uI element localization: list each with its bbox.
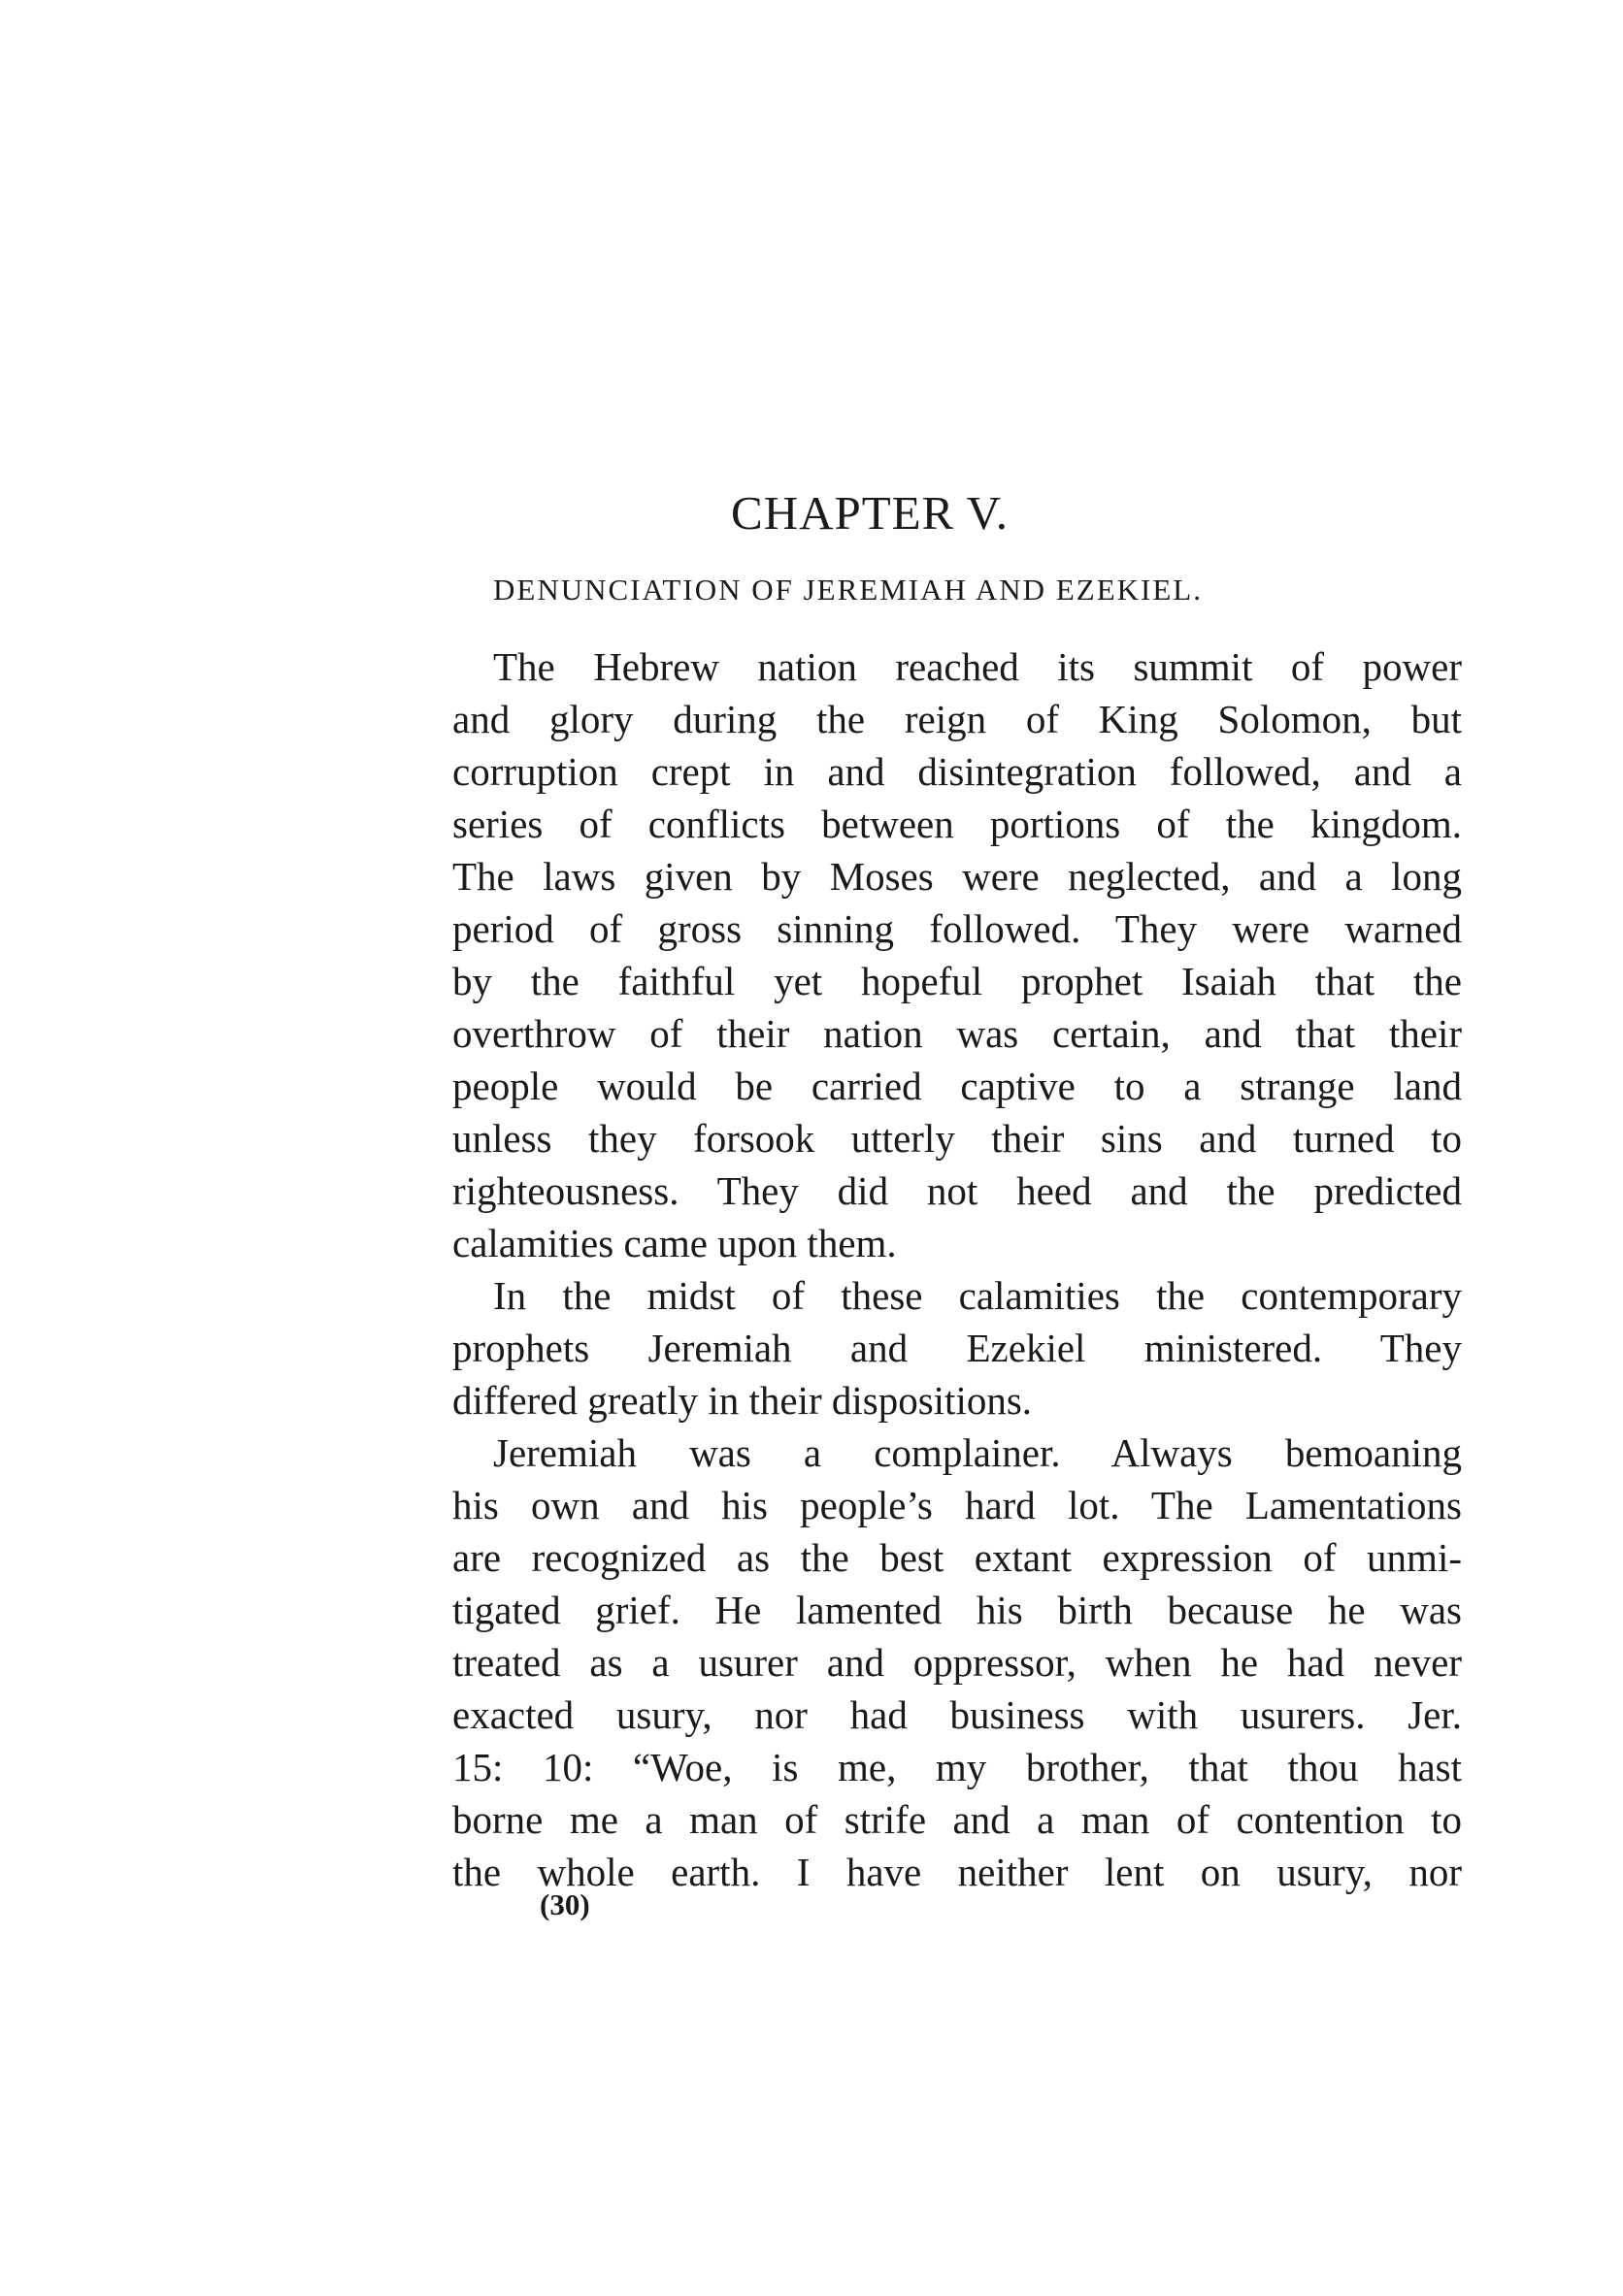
text-line: treated as a usurer and oppressor, when he had never bbox=[452, 1640, 1462, 1685]
text-line: are recognized as the best extant expression of unmi- bbox=[452, 1535, 1462, 1580]
text-line: prophets Jeremiah and Ezekiel ministered. They bbox=[452, 1326, 1462, 1370]
text-line: series of conflicts between portions of the kingdom. bbox=[452, 802, 1462, 846]
text-line: differed greatly in their dispositions. bbox=[452, 1378, 1033, 1423]
text-line: tigated grief. He lamented his birth because he was bbox=[452, 1588, 1462, 1632]
text-line: by the faithful yet hopeful prophet Isaiah that the bbox=[452, 959, 1462, 1003]
text-line: borne me a man of strife and a man of contention to bbox=[452, 1797, 1462, 1842]
text-line: calamities came upon them. bbox=[452, 1221, 897, 1265]
text-line: and glory during the reign of King Solomon, but bbox=[452, 697, 1462, 741]
chapter-subtitle: DENUNCIATION OF JEREMIAH AND EZEKIEL. bbox=[493, 573, 1203, 607]
text-line: unless they forsook utterly their sins and turned to bbox=[452, 1116, 1462, 1161]
text-line: period of gross sinning followed. They were warned bbox=[452, 906, 1462, 951]
text-line: Jeremiah was a complainer. Always bemoaning bbox=[493, 1430, 1462, 1475]
paragraph-1 bbox=[452, 640, 1462, 1269]
text-line: overthrow of their nation was certain, and that their bbox=[452, 1011, 1462, 1056]
text-line: righteousness. They did not heed and the predicted bbox=[452, 1168, 1462, 1213]
page-number: (30) bbox=[540, 1887, 590, 1921]
text-line: In the midst of these calamities the contemporary bbox=[493, 1273, 1462, 1318]
text-line: people would be carried captive to a strange land bbox=[452, 1064, 1462, 1108]
paragraph-3 bbox=[452, 1427, 1462, 1898]
text-line: 15: 10: “Woe, is me, my brother, that thou hast bbox=[452, 1745, 1462, 1789]
text-line: The laws given by Moses were neglected, and a long bbox=[452, 854, 1462, 899]
paragraph-2 bbox=[452, 1269, 1462, 1427]
text-line: exacted usury, nor had business with usurers. Jer. bbox=[452, 1692, 1462, 1737]
chapter-title: CHAPTER V. bbox=[731, 486, 1009, 540]
text-line: the whole earth. I have neither lent on usury, nor bbox=[452, 1850, 1462, 1894]
text-line: corruption crept in and disintegration followed, and a bbox=[452, 749, 1462, 794]
body-text bbox=[452, 640, 1462, 1898]
text-line: The Hebrew nation reached its summit of power bbox=[493, 644, 1462, 689]
text-line: his own and his people’s hard lot. The Lamentations bbox=[452, 1483, 1462, 1527]
